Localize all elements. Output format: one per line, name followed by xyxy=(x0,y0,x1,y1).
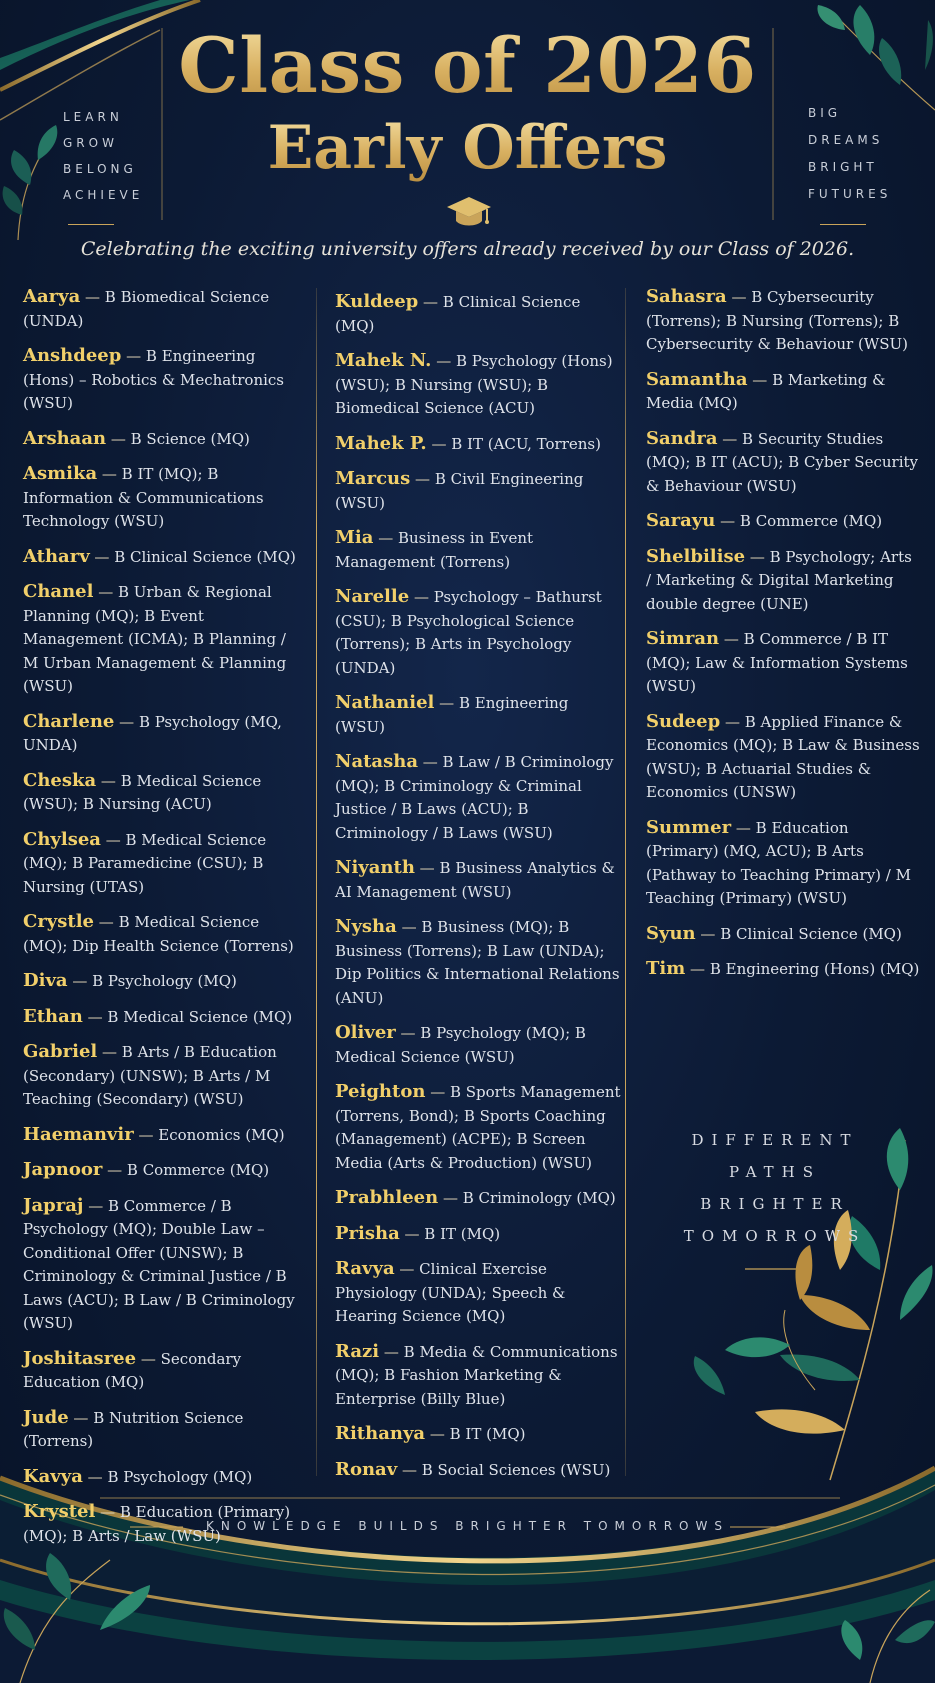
offer-entry xyxy=(335,1186,623,1211)
offer-entry xyxy=(335,691,623,739)
student-name: Rithanya xyxy=(335,1423,426,1444)
offer-entry xyxy=(23,910,305,958)
student-name: Gabriel xyxy=(23,1041,98,1062)
student-name: Simran xyxy=(646,628,720,649)
offer-text: Clinical Exercise Physiology (UNDA); Speech & Hearing Science (MQ) xyxy=(335,1260,566,1325)
offer-entry xyxy=(23,828,305,900)
divider xyxy=(68,224,114,225)
offer-text: B Psychology; Arts / Marketing & Digital Marketing double degree (UNE) xyxy=(646,547,912,613)
offer-text: B Engineering (Hons) – Robotics & Mechatronics (WSU) xyxy=(23,347,285,412)
student-name: Mia xyxy=(335,527,374,548)
offers-column-2 xyxy=(335,290,623,1493)
offer-entry xyxy=(646,957,921,982)
separator: — xyxy=(425,1425,450,1443)
separator: — xyxy=(67,972,93,990)
offer-text: B Commerce / B IT (MQ); Law & Information Systems (WSU) xyxy=(646,630,908,695)
offer-entry xyxy=(23,710,305,758)
student-name: Japnoor xyxy=(23,1159,103,1180)
offer-text: B Biomedical Science (UNDA) xyxy=(23,288,270,330)
student-name: Aarya xyxy=(23,286,81,307)
offer-text: B Cybersecurity (Torrens); B Nursing (Torrens); B Cybersecurity & Behaviour (WSU) xyxy=(646,288,909,353)
separator: — xyxy=(95,1503,120,1521)
separator: — xyxy=(426,434,452,453)
student-name: Summer xyxy=(646,816,732,838)
offer-text: B Marketing & Media (MQ) xyxy=(646,370,886,412)
footer-tagline: KNOWLEDGE BUILDS BRIGHTER TOMORROWS xyxy=(206,1519,729,1533)
separator: — xyxy=(685,960,710,978)
offer-entry xyxy=(646,627,921,699)
student-name: Charlene xyxy=(23,710,115,732)
separator: — xyxy=(373,529,398,547)
offer-entry xyxy=(335,1422,623,1447)
student-name: Mahek P. xyxy=(335,432,427,454)
offer-text: B Arts / B Education (Secondary) (UNSW); B Arts / M Teaching (Secondary) (WSU) xyxy=(23,1043,277,1108)
separator: — xyxy=(425,1083,450,1101)
student-name: Joshitasree xyxy=(23,1347,137,1369)
offer-text: B Clinical Science (MQ) xyxy=(335,293,581,335)
offer-text: B Civil Engineering (WSU) xyxy=(335,470,584,512)
separator: — xyxy=(114,712,139,731)
offer-text: B Education (Primary) (MQ); B Arts / Law (WSU) xyxy=(23,1503,291,1545)
separator: — xyxy=(431,352,456,370)
separator: — xyxy=(133,1125,159,1144)
offer-text: B Media & Communications (MQ); B Fashion Marketing & Enterprise (Billy Blue) xyxy=(335,1342,618,1408)
separator: — xyxy=(409,588,434,606)
offer-entry xyxy=(335,1340,623,1412)
student-name: Razi xyxy=(335,1340,380,1362)
offer-entry xyxy=(335,1222,623,1247)
graduation-cap-icon xyxy=(445,195,493,231)
offer-entry xyxy=(335,1257,623,1329)
offer-entry xyxy=(646,427,921,499)
separator: — xyxy=(93,583,118,601)
offer-text: B Commerce (MQ) xyxy=(739,512,883,530)
offer-text: B Science (MQ) xyxy=(130,429,250,448)
student-name: Prabhleen xyxy=(335,1187,439,1208)
offer-entry xyxy=(335,856,623,904)
subtitle: Celebrating the exciting university offers already received by our Class of 2026. xyxy=(80,238,855,260)
offer-entry xyxy=(23,1347,305,1395)
offer-text: B Clinical Science (MQ) xyxy=(114,547,296,566)
offer-text: B IT (MQ) xyxy=(449,1425,526,1443)
offer-text: B Medical Science (WSU); B Nursing (ACU) xyxy=(23,771,262,813)
separator: — xyxy=(434,694,459,712)
separator: — xyxy=(82,1467,108,1486)
student-name: Chylsea xyxy=(23,828,101,850)
offer-entry xyxy=(23,1040,305,1112)
separator: — xyxy=(106,429,131,448)
offer-entry xyxy=(23,1123,305,1148)
separator: — xyxy=(68,1408,94,1427)
separator: — xyxy=(438,1189,463,1207)
separator: — xyxy=(102,1161,127,1179)
student-name: Sarayu xyxy=(646,510,716,531)
separator: — xyxy=(100,830,126,849)
left-word: ACHIEVE xyxy=(63,188,144,202)
column-divider xyxy=(316,288,317,1476)
offer-entry xyxy=(23,285,305,333)
separator: — xyxy=(94,913,119,931)
student-name: Krystel xyxy=(23,1501,96,1522)
offer-text: B Clinical Science (MQ) xyxy=(720,924,902,943)
student-name: Ravya xyxy=(335,1258,395,1279)
separator: — xyxy=(410,470,435,488)
separator: — xyxy=(719,630,744,648)
offer-text: B Psychology (MQ) xyxy=(92,972,237,990)
student-name: Sahasra xyxy=(646,286,727,307)
offer-entry xyxy=(23,1194,305,1336)
student-name: Diva xyxy=(23,970,68,991)
offers-column-1 xyxy=(23,285,305,1559)
separator: — xyxy=(89,547,115,566)
student-name: Prisha xyxy=(335,1222,400,1244)
separator: — xyxy=(121,347,146,365)
offer-entry xyxy=(23,1465,305,1490)
student-name: Niyanth xyxy=(335,857,415,878)
offer-entry xyxy=(646,710,921,805)
offer-entry xyxy=(646,816,921,911)
offer-entry xyxy=(23,344,305,416)
separator: — xyxy=(97,1043,122,1061)
student-name: Kavya xyxy=(23,1465,83,1487)
student-name: Samantha xyxy=(646,368,748,390)
motto-line: PATHS xyxy=(728,1163,822,1181)
offer-text: Psychology – Bathurst (CSU); B Psychological Science (Torrens); B Arts in Psychology (UNDA) xyxy=(335,588,602,677)
motto-line: TOMORROWS xyxy=(683,1227,867,1245)
offer-text: B IT (MQ) xyxy=(424,1224,501,1243)
offer-text: B Commerce (MQ) xyxy=(126,1161,270,1179)
separator: — xyxy=(96,771,121,790)
offer-text: B Applied Finance & Economics (MQ); B Law & Business (WSU); B Actuarial Studies & Economics (UNSW) xyxy=(646,712,920,801)
separator: — xyxy=(417,753,443,771)
separator: — xyxy=(418,293,443,311)
student-name: Oliver xyxy=(335,1022,396,1043)
offer-entry xyxy=(23,1406,305,1454)
student-name: Kuldeep xyxy=(335,291,419,312)
offer-entry xyxy=(23,580,305,699)
separator: — xyxy=(394,1260,420,1278)
offer-entry xyxy=(335,349,623,421)
offer-text: B Medical Science (MQ); Dip Health Science (Torrens) xyxy=(23,913,294,955)
offer-text: B Business Analytics & AI Management (WSU) xyxy=(335,859,615,901)
student-name: Sandra xyxy=(646,427,718,449)
offer-text: B Law / B Criminology (MQ); B Criminology & Criminal Justice / B Laws (ACU); B Criminology / B Laws (WSU) xyxy=(335,753,614,842)
offer-entry xyxy=(646,285,921,357)
offer-entry xyxy=(23,462,305,534)
offer-text: B Engineering (Hons) (MQ) xyxy=(709,960,920,978)
student-name: Marcus xyxy=(335,468,411,489)
offer-text: B Sports Management (Torrens, Bond); B Sports Coaching (Management) (ACPE); B Screen Media (Arts & Production) (WSU) xyxy=(335,1083,621,1172)
student-name: Tim xyxy=(646,958,686,979)
offer-text: Business in Event Management (Torrens) xyxy=(335,529,534,571)
separator: — xyxy=(717,429,743,448)
offer-text: B Social Sciences (WSU) xyxy=(421,1460,611,1479)
offer-entry xyxy=(335,1080,623,1175)
offer-entry xyxy=(23,1005,305,1030)
separator: — xyxy=(396,918,422,936)
separator: — xyxy=(731,818,756,837)
motto-line: DIFFERENT xyxy=(691,1131,859,1149)
separator: — xyxy=(720,712,745,731)
offer-entry xyxy=(646,368,921,416)
separator: — xyxy=(395,1024,421,1042)
offer-entry xyxy=(335,1458,623,1483)
student-name: Nysha xyxy=(335,916,397,937)
offer-entry xyxy=(335,432,623,457)
right-word: FUTURES xyxy=(808,187,892,201)
separator: — xyxy=(745,547,770,566)
offer-text: Secondary Education (MQ) xyxy=(23,1349,242,1391)
student-name: Mahek N. xyxy=(335,350,432,371)
divider xyxy=(820,224,866,225)
offer-entry xyxy=(335,1021,623,1069)
offer-entry xyxy=(23,969,305,994)
student-name: Peighton xyxy=(335,1081,426,1102)
offer-text: B Business (MQ); B Business (Torrens); B Law (UNDA); Dip Politics & International Relations (ANU) xyxy=(335,918,620,1007)
offer-entry xyxy=(646,545,921,617)
offer-text: B Urban & Regional Planning (MQ); B Event Management (ICMA); B Planning / M Urban Management & Planning (WSU) xyxy=(23,583,287,695)
offer-entry xyxy=(335,467,623,515)
offer-text: B Medical Science (MQ) xyxy=(107,1007,293,1026)
offer-text: Economics (MQ) xyxy=(158,1125,285,1144)
separator: — xyxy=(397,1460,422,1479)
separator: — xyxy=(747,370,773,389)
student-name: Chanel xyxy=(23,581,94,602)
student-name: Haemanvir xyxy=(23,1123,134,1145)
offer-entry xyxy=(335,290,623,338)
offer-text: B Medical Science (MQ); B Paramedicine (CSU); B Nursing (UTAS) xyxy=(23,830,267,896)
offer-text: B Commerce / B Psychology (MQ); Double Law – Conditional Offer (UNSW); B Criminology & Criminal Justice / B Laws (ACU); B Law / B Criminology (WSU) xyxy=(23,1196,295,1332)
student-name: Atharv xyxy=(23,545,90,567)
motto xyxy=(680,1124,870,1252)
offer-entry xyxy=(23,545,305,570)
student-name: Asmika xyxy=(23,463,98,484)
student-name: Natasha xyxy=(335,751,418,772)
offer-entry xyxy=(646,509,921,534)
student-name: Shelbilise xyxy=(646,545,746,567)
separator: — xyxy=(80,288,105,306)
student-name: Crystle xyxy=(23,911,95,932)
student-name: Japraj xyxy=(23,1194,84,1216)
page-subtitle-heading: Early Offers xyxy=(0,112,935,184)
offer-entry xyxy=(23,769,305,817)
offer-entry xyxy=(335,750,623,845)
offer-text: B Nutrition Science (Torrens) xyxy=(23,1408,244,1450)
separator: — xyxy=(715,512,740,530)
student-name: Anshdeep xyxy=(23,345,122,366)
separator: — xyxy=(695,924,721,943)
student-name: Arshaan xyxy=(23,427,107,449)
offer-entry xyxy=(23,427,305,452)
offer-text: B Psychology (Hons) (WSU); B Nursing (WSU); B Biomedical Science (ACU) xyxy=(335,352,613,417)
separator: — xyxy=(414,859,440,877)
student-name: Jude xyxy=(23,1406,69,1428)
student-name: Nathaniel xyxy=(335,692,435,713)
separator: — xyxy=(97,465,122,483)
offer-text: B Psychology (MQ); B Medical Science (WSU) xyxy=(335,1024,586,1066)
separator: — xyxy=(82,1007,108,1026)
offer-text: B IT (ACU, Torrens) xyxy=(451,434,601,453)
student-name: Sudeep xyxy=(646,710,721,732)
offer-text: B Engineering (WSU) xyxy=(335,694,569,736)
motto-line: BRIGHTER xyxy=(700,1195,850,1213)
offer-entry xyxy=(23,1158,305,1183)
offer-entry xyxy=(335,526,623,574)
offer-entry xyxy=(335,915,623,1010)
separator: — xyxy=(726,288,752,306)
student-name: Ronav xyxy=(335,1458,398,1480)
offer-text: B Security Studies (MQ); B IT (ACU); B Cyber Security & Behaviour (WSU) xyxy=(646,429,918,495)
student-name: Syun xyxy=(646,922,696,944)
page-title: Class of 2026 xyxy=(0,18,935,114)
separator: — xyxy=(379,1342,404,1361)
separator: — xyxy=(399,1224,425,1243)
offer-text: B Psychology (MQ, UNDA) xyxy=(23,712,282,754)
offers-column-3 xyxy=(646,285,921,993)
student-name: Cheska xyxy=(23,769,97,791)
separator: — xyxy=(83,1196,108,1215)
offer-entry xyxy=(646,922,921,947)
student-name: Narelle xyxy=(335,586,410,607)
offer-entry xyxy=(335,585,623,680)
offer-text: B IT (MQ); B Information & Communications Technology (WSU) xyxy=(23,465,264,530)
student-name: Ethan xyxy=(23,1005,83,1027)
column-divider xyxy=(625,288,626,1476)
offer-text: B Criminology (MQ) xyxy=(462,1189,616,1207)
separator: — xyxy=(136,1349,161,1368)
offer-text: B Education (Primary) (MQ, ACU); B Arts (Pathway to Teaching Primary) / M Teaching (Primary) (WSU) xyxy=(646,818,911,907)
offer-text: B Psychology (MQ) xyxy=(107,1467,253,1486)
